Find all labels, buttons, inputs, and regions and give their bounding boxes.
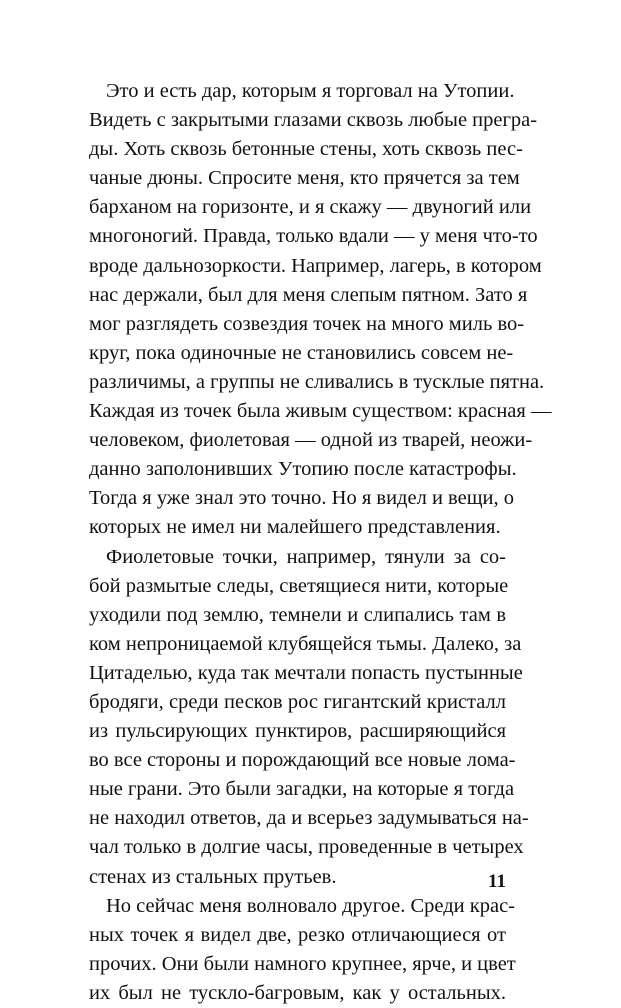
- text-line: ком непроницаемой клубящейся тьмы. Далеко, за: [89, 632, 522, 655]
- text-line: Каждая из точек была живым существом: красная —: [89, 400, 552, 423]
- text-line: многоногий. Правда, только вдали — у меня что-то: [89, 225, 538, 248]
- text-line: из пульсирующих пунктиров, расширяющийся: [89, 720, 506, 743]
- text-line: которых не имел ни малейшего представления.: [89, 516, 501, 539]
- text-line: уходили под землю, темнели и слипались там в: [89, 603, 506, 626]
- text-line: ды. Хоть сквозь бетонные стены, хоть сквозь пес-: [89, 138, 523, 161]
- text-line: круг, пока одиночные не становились совсем не-: [89, 341, 514, 364]
- text-line: ных точек я видел две, резко отличающиеся от: [89, 923, 506, 946]
- text-line: прочих. Они были намного крупнее, ярче, и цвет: [89, 952, 516, 975]
- text-line: различимы, а группы не сливались в тусклые пятна.: [89, 370, 545, 393]
- text-line: Тогда я уже знал это точно. Но я видел и вещи, о: [89, 487, 514, 510]
- text-line: их был не тускло-багровым, как у остальных.: [89, 981, 506, 1004]
- text-line: нас держали, был для меня слепым пятном. Зато я: [89, 283, 528, 306]
- text-line: бой размытые следы, светящиеся нити, которые: [89, 574, 509, 597]
- text-line: стенах из стальных прутьев.: [89, 865, 337, 888]
- text-line: Но сейчас меня волновало другое. Среди крас-: [106, 894, 516, 917]
- text-line: Фиолетовые точки, например, тянули за со-: [106, 545, 506, 568]
- text-line: Это и есть дар, которым я торговал на Утопии.: [106, 80, 515, 102]
- text-line: человеком, фиолетовая — одной из тварей, неожи-: [89, 429, 533, 452]
- text-line: бродяги, среди песков рос гигантский кристалл: [89, 690, 506, 713]
- text-line: чал только в долгие часы, проведенные в четырех: [89, 836, 524, 859]
- text-line: мог разглядеть созвездия точек на много миль во-: [89, 312, 525, 335]
- text-line: во все стороны и порождающий все новые лома-: [89, 749, 516, 772]
- text-line: барханом на горизонте, и я скажу — двуногий или: [89, 196, 532, 219]
- text-line: Цитаделью, куда так мечтали попасть пустынные: [89, 661, 523, 684]
- text-line: ные грани. Это были загадки, на которые я тогда: [89, 778, 515, 801]
- page-number: 11: [488, 871, 506, 892]
- text-line: вроде дальнозоркости. Например, лагерь, в котором: [89, 254, 542, 277]
- text-line: чаные дюны. Спросите меня, кто прячется за тем: [89, 167, 520, 190]
- body-text: [89, 77, 552, 1008]
- text-line: Видеть с закрытыми глазами сквозь любые прегра-: [89, 109, 538, 132]
- text-line: данно заполонивших Утопию после катастрофы.: [89, 458, 517, 481]
- text-line: не находил ответов, да и всерьез задумываться на-: [89, 807, 529, 830]
